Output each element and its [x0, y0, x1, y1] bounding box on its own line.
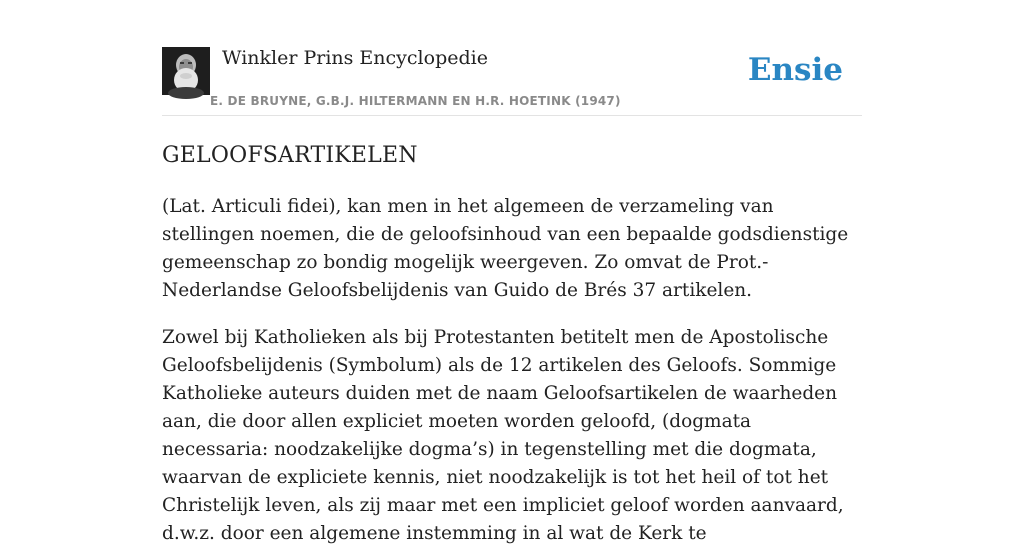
- source-header: [162, 0, 862, 116]
- portrait-avatar-icon[interactable]: [162, 47, 210, 95]
- article-body: [162, 193, 862, 548]
- article-title: GELOOFSARTIKELEN: [162, 143, 418, 168]
- source-title-link[interactable]: Winkler Prins Encyclopedie: [222, 47, 488, 69]
- source-authors: E. DE BRUYNE, G.B.J. HILTERMANN EN H.R. HOETINK (1947): [210, 94, 621, 108]
- content-container: [162, 0, 862, 548]
- article-paragraph: Zowel bij Katholieken als bij Protestanten betitelt men de Apostolische Geloofsbelijdenis (Symbolum) als de 12 artikelen des Geloofs. Sommige Katholieke auteurs duiden met de naam Geloofsartikelen de waarheden aan, die door allen expliciet moeten worden geloofd, (dogmata necessaria: noodzakelijke dogma’s) in tegenstelling met die dogmata, waarvan de expliciete kennis, niet noodzakelijk is tot het heil of tot het Christelijk leven, als zij maar met een impliciet geloof worden aanvaard, d.w.z. door een algemene instemming in al wat de Kerk te: [162, 327, 844, 544]
- ensie-logo[interactable]: Ensie: [747, 52, 843, 88]
- article-paragraph: (Lat. Articuli fidei), kan men in het algemeen de verzameling van stellingen noemen, die de geloofsinhoud van een bepaalde godsdienstige gemeenschap zo bondig mogelijk weergeven. Zo omvat de Prot.-Nederlandse Geloofsbelijdenis van Guido de Brés 37 artikelen.: [162, 196, 849, 301]
